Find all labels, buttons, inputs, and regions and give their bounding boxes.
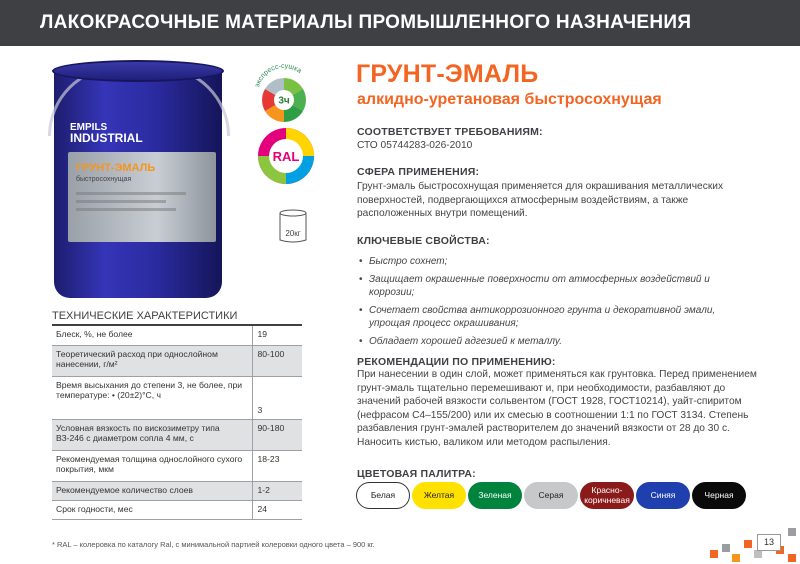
swatch-gray bbox=[524, 482, 578, 509]
properties-list bbox=[357, 255, 757, 352]
swatch-blue bbox=[636, 482, 690, 509]
table-row bbox=[52, 345, 302, 376]
can-20kg-icon bbox=[277, 208, 309, 244]
bucket-label-line bbox=[76, 208, 176, 211]
requirements-heading: СООТВЕТСТВУЕТ ТРЕБОВАНИЯМ: bbox=[357, 126, 543, 138]
param-cell: Рекомендуемая толщина однослойного сухого покрытия, мкм bbox=[52, 450, 252, 481]
swatch-red-brown bbox=[580, 482, 634, 509]
page-number: 13 bbox=[757, 534, 781, 551]
bucket-brand bbox=[70, 122, 143, 144]
bucket-label-title: ГРУНТ-ЭМАЛЬ bbox=[76, 162, 156, 174]
table-row bbox=[52, 376, 302, 419]
property-item: • Сочетает свойства антикоррозионного грунта и декоративной эмали, упрощая процесс окрашивания; bbox=[357, 304, 757, 331]
value-cell: 19 bbox=[252, 326, 302, 345]
param-cell: Срок годности, мес bbox=[52, 500, 252, 519]
product-subtitle: алкидно-уретановая быстросохнущая bbox=[357, 91, 662, 108]
color-palette bbox=[356, 482, 748, 509]
bucket-label bbox=[68, 152, 216, 242]
property-item: • Обладает хорошей адгезией к металлу. bbox=[357, 335, 757, 349]
bucket-brand-line1: EMPILS bbox=[70, 122, 108, 133]
param-cell: Рекомендуемое количество слоев bbox=[52, 481, 252, 500]
bucket-rim bbox=[52, 60, 224, 82]
tech-title: ТЕХНИЧЕСКИЕ ХАРАКТЕРИСТИКИ bbox=[52, 310, 238, 322]
swatch-label: Желтая bbox=[423, 489, 455, 500]
footnote: * RAL – колеровка по каталогу Ral, с минимальной партией колеровки одного цвета – 900 кг. bbox=[52, 540, 375, 549]
value-cell: 18-23 bbox=[252, 450, 302, 481]
param-cell: Время высыхания до степени 3, не более, при температуре: • (20±2)°С, ч bbox=[52, 376, 252, 419]
bucket-brand-line2: INDUSTRIAL bbox=[70, 131, 143, 145]
swatch-label: Серая bbox=[538, 489, 564, 500]
recommendations-heading: РЕКОМЕНДАЦИИ ПО ПРИМЕНЕНИЮ: bbox=[357, 356, 556, 368]
swatch-label: Черная bbox=[704, 489, 734, 500]
swatch-label: Белая bbox=[370, 489, 396, 500]
ral-color-icon bbox=[256, 126, 316, 186]
product-bucket-image bbox=[50, 60, 225, 305]
express-drying-text: экспресс-сушка bbox=[253, 62, 303, 89]
swatch-label: Красно-коричневая bbox=[584, 485, 630, 505]
swatch-yellow bbox=[412, 482, 466, 509]
param-cell: Условная вязкость по вискозиметру типа ВЗ-246 с диаметром сопла 4 мм, с bbox=[52, 419, 252, 450]
properties-heading: КЛЮЧЕВЫЕ СВОЙСТВА: bbox=[357, 235, 490, 247]
page-header: ЛАКОКРАСОЧНЫЕ МАТЕРИАЛЫ ПРОМЫШЛЕННОГО НАЗНАЧЕНИЯ bbox=[0, 0, 800, 46]
swatch-black bbox=[692, 482, 746, 509]
value-cell: 1-2 bbox=[252, 481, 302, 500]
table-row bbox=[52, 450, 302, 481]
tech-table bbox=[52, 326, 302, 520]
express-drying-icon bbox=[248, 58, 320, 130]
bucket-label-line bbox=[76, 192, 186, 195]
table-row bbox=[52, 326, 302, 345]
property-item: • Защищает окрашенные поверхности от атмосферных воздействий и коррозии; bbox=[357, 273, 757, 300]
application-heading: СФЕРА ПРИМЕНЕНИЯ: bbox=[357, 166, 480, 178]
value-cell: 3 bbox=[252, 376, 302, 419]
swatch-label: Синяя bbox=[650, 489, 676, 500]
value-cell: 90-180 bbox=[252, 419, 302, 450]
swatch-green bbox=[468, 482, 522, 509]
recommendations-text: При нанесении в один слой, может применяться как грунтовка. Перед применением грунт-эмаль тщательно перемешивают и, при необходимости, разбавляют до значений рабочей вязкости сольвентом (ГОСТ 1928, ГОСТ10214), уайт-спиритом (нефрасом С4–155/200) или их смесью в соотношении 1:1 по ГОСТ 3134. Степень разбавления грунт-эмалей растворителем до значений вязкости от 28 до 30 с. Наносить кистью, валиком или методом распыления. bbox=[357, 369, 757, 448]
can-20kg-label: 20кг bbox=[285, 229, 301, 238]
palette-heading: ЦВЕТОВАЯ ПАЛИТРА: bbox=[357, 468, 476, 480]
value-cell: 24 bbox=[252, 500, 302, 519]
requirements-text: СТО 05744283-026-2010 bbox=[357, 140, 473, 151]
express-drying-value: 3ч bbox=[278, 95, 290, 107]
table-row bbox=[52, 481, 302, 500]
bucket-label-line bbox=[76, 200, 166, 203]
table-row bbox=[52, 500, 302, 519]
table-row bbox=[52, 419, 302, 450]
swatch-label: Зеленая bbox=[478, 489, 512, 500]
product-title: ГРУНТ-ЭМАЛЬ bbox=[356, 60, 539, 88]
property-item: • Быстро сохнет; bbox=[357, 255, 757, 269]
bucket-label-subtitle: быстросохнущая bbox=[76, 176, 132, 183]
application-text: Грунт-эмаль быстросохнущая применяется для окрашивания металлических поверхностей, подвергающихся атмосферным воздействиям, а также расположенных внутри помещений. bbox=[357, 181, 724, 220]
param-cell: Блеск, %, не более bbox=[52, 326, 252, 345]
ral-text: RAL bbox=[272, 149, 300, 164]
swatch-white bbox=[356, 482, 410, 509]
param-cell: Теоретический расход при однослойном нанесении, г/м² bbox=[52, 345, 252, 376]
value-cell: 80-100 bbox=[252, 345, 302, 376]
